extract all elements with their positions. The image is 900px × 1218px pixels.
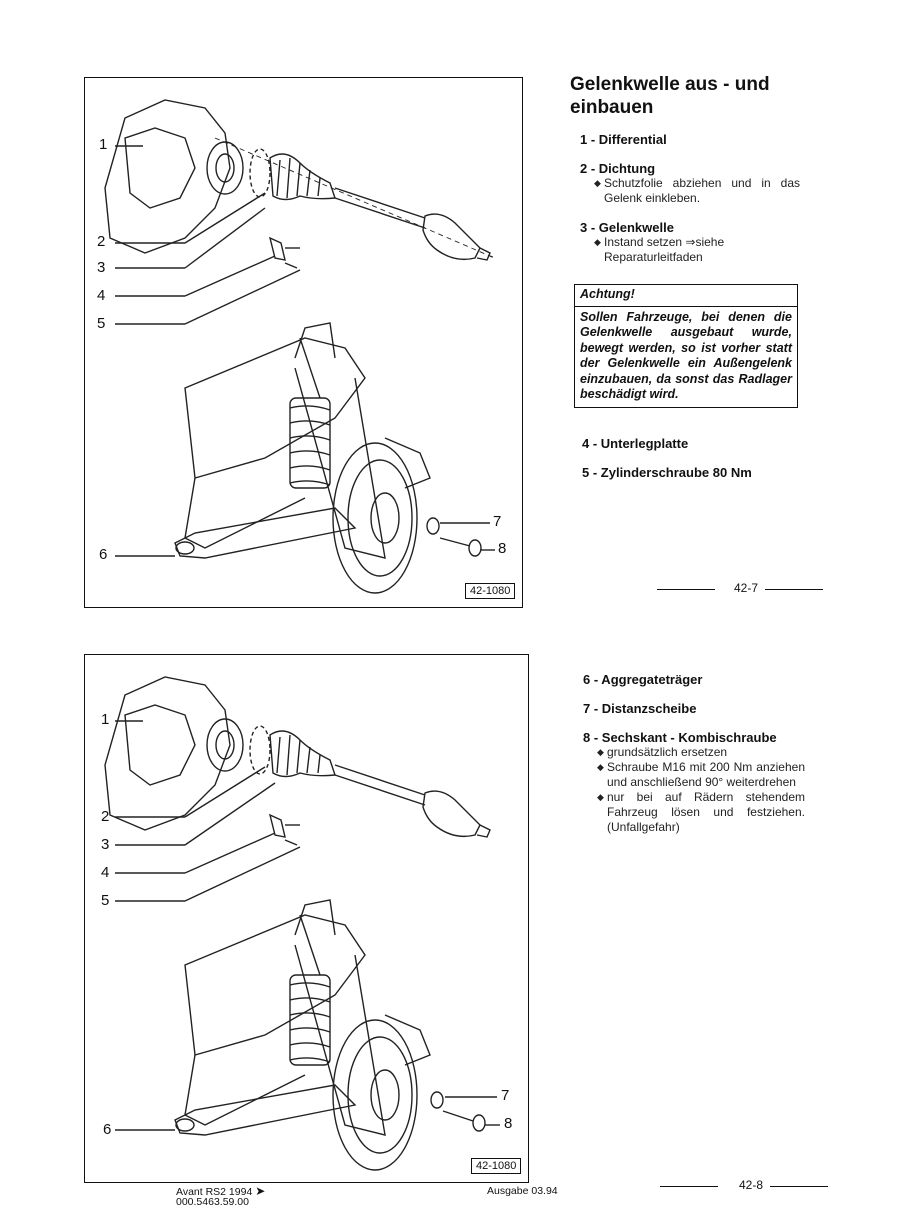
- item-heading: 8 - Sechskant - Kombischraube: [583, 730, 777, 745]
- bullet-text: [583, 790, 805, 835]
- item-heading: 7 - Distanzscheibe: [583, 701, 697, 716]
- figure-2: [84, 654, 529, 1183]
- section-title: [570, 73, 810, 119]
- list-item: [583, 730, 805, 835]
- bullet-text-content: Schraube M16 mit 200 Nm anziehen und anschließend 90° weiterdrehen: [607, 760, 805, 789]
- bullet-text-content: Instand setzen ⇒siehe Reparaturleitfaden: [604, 235, 725, 264]
- callout-2: 2: [101, 808, 110, 825]
- list-item: [580, 161, 800, 206]
- diamond-bullet-icon: ◆: [597, 792, 604, 802]
- suspension-illustration: [85, 78, 522, 607]
- page-number-rule-left: [660, 1186, 718, 1187]
- list-item: [580, 132, 800, 147]
- callout-5: 5: [101, 892, 110, 909]
- page-title: Gelenkwelle aus - und einbauen: [570, 74, 770, 118]
- warning-title: Achtung!: [575, 285, 797, 307]
- page-number: 42-7: [734, 581, 759, 595]
- figure-code: 42-1080: [471, 1158, 521, 1174]
- list-item: [580, 220, 800, 265]
- figure-1: [84, 77, 523, 608]
- item-list-page1-after: [582, 436, 802, 480]
- callout-4: 4: [101, 864, 110, 881]
- bullet-text-content: nur bei auf Rädern stehendem Fahrzeug lösen und festziehen. (Unfallgefahr): [607, 790, 805, 834]
- diamond-bullet-icon: ◆: [597, 747, 604, 757]
- callout-6: 6: [103, 1121, 112, 1138]
- bullet-text: [580, 235, 800, 265]
- item-heading: 4 - Unterlegplatte: [582, 436, 689, 451]
- bullet-text: [580, 176, 800, 206]
- bullet-text-content: Schutzfolie abziehen und in das Gelenk einkleben.: [604, 176, 800, 205]
- arrow-right-icon: ➤: [255, 1184, 266, 1198]
- bullet-text: [583, 745, 805, 760]
- list-item: [583, 701, 805, 716]
- page-number: 42-8: [739, 1178, 764, 1192]
- item-list-page2: [583, 672, 805, 835]
- callout-4: 4: [97, 287, 106, 304]
- warning-text: Sollen Fahrzeuge, bei denen die Gelenkwelle ausgebaut wurde, bewegt werden, so ist vorher statt der Gelenkwelle ein Außengelenk einzubauen, da sonst das Radlager beschädigt wird.: [580, 309, 792, 401]
- callout-3: 3: [101, 836, 110, 853]
- callout-7: 7: [501, 1087, 510, 1104]
- list-item: [583, 672, 805, 687]
- callout-7: 7: [493, 513, 502, 530]
- item-heading: 2 - Dichtung: [580, 161, 656, 176]
- callout-6: 6: [99, 546, 108, 563]
- page-number-rule-right: [765, 589, 823, 590]
- item-list-page1: [580, 132, 800, 265]
- page-number-rule-left: [657, 589, 715, 590]
- callout-8: 8: [504, 1115, 513, 1132]
- suspension-illustration: [85, 655, 528, 1182]
- warning-box: [574, 284, 798, 408]
- item-heading: 5 - Zylinderschraube 80 Nm: [582, 465, 752, 480]
- callout-5: 5: [97, 315, 106, 332]
- diamond-bullet-icon: ◆: [597, 762, 604, 772]
- figure-code: 42-1080: [465, 583, 515, 599]
- item-heading: 3 - Gelenkwelle: [580, 220, 674, 235]
- callout-3: 3: [97, 259, 106, 276]
- callout-1: 1: [101, 711, 110, 728]
- bullet-text: [583, 760, 805, 790]
- diamond-bullet-icon: ◆: [594, 178, 601, 188]
- callout-2: 2: [97, 233, 106, 250]
- item-heading: 6 - Aggregateträger: [583, 672, 703, 687]
- footer-model-text: Avant RS2 1994: [176, 1186, 253, 1198]
- footer-doc-number: 000.5463.59.00: [176, 1196, 249, 1208]
- page-number-rule-right: [770, 1186, 828, 1187]
- bullet-text-content: grundsätzlich ersetzen: [607, 745, 728, 759]
- footer-edition: Ausgabe 03.94: [487, 1185, 558, 1197]
- callout-1: 1: [99, 136, 108, 153]
- callout-8: 8: [498, 540, 507, 557]
- diamond-bullet-icon: ◆: [594, 237, 601, 247]
- item-heading: 1 - Differential: [580, 132, 667, 147]
